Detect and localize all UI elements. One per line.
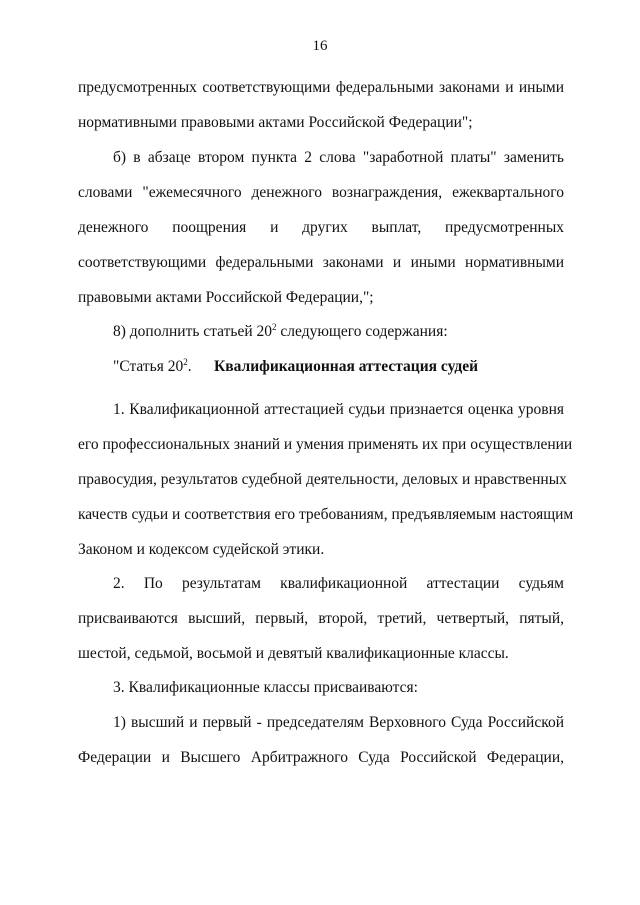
page-number: 16 — [312, 38, 328, 54]
text-line: качеств судьи и соответствия его требованиям, предъявляемым настоящим — [78, 506, 574, 523]
text-line: Федерации и Высшего Арбитражного Суда Российской Федерации, — [78, 749, 564, 766]
item-8-text: 8) дополнить статьей 20 — [113, 323, 273, 340]
article-label-dot: . — [187, 358, 192, 375]
item-8-text-rest: следующего содержания: — [276, 323, 448, 340]
text-line: Законом и кодексом судейской этики. — [78, 541, 325, 558]
text-line: 3. Квалификационные классы присваиваются: — [113, 679, 418, 696]
text-line: предусмотренных соответствующими федеральными законами и иными — [78, 79, 564, 96]
text-line: присваиваются высший, первый, второй, третий, четвертый, пятый, — [78, 610, 564, 627]
article-label — [113, 357, 192, 377]
text-line: правовыми актами Российской Федерации,"; — [78, 289, 374, 306]
article-title: Квалификационная аттестация судей — [214, 358, 479, 375]
text-line: б) в абзаце втором пункта 2 слова "заработной платы" заменить — [113, 149, 564, 166]
text-line: 2. По результатам квалификационной аттестации судьям — [113, 575, 564, 592]
text-line: правосудия, результатов судебной деятельности, деловых и нравственных — [78, 471, 567, 488]
text-line: 1) высший и первый - председателям Верховного Суда Российской — [113, 714, 564, 731]
text-line: нормативными правовыми актами Российской Федерации"; — [78, 114, 473, 131]
item-8-superscript: 2 — [272, 322, 277, 332]
text-line: шестой, седьмой, восьмой и девятый квалификационные классы. — [78, 645, 509, 662]
article-label-text: "Статья 20 — [113, 358, 184, 375]
item-8-line — [113, 322, 564, 342]
text-line: словами "ежемесячного денежного вознаграждения, ежеквартального — [78, 184, 564, 201]
text-line: его профессиональных знаний и умения применять их при осуществлении — [78, 436, 573, 453]
article-label-superscript: 2 — [183, 357, 188, 367]
text-line: денежного поощрения и других выплат, предусмотренных — [78, 219, 564, 236]
text-line: соответствующими федеральными законами и иными нормативными — [78, 254, 564, 271]
text-line: 1. Квалификационной аттестацией судьи признается оценка уровня — [113, 401, 564, 418]
